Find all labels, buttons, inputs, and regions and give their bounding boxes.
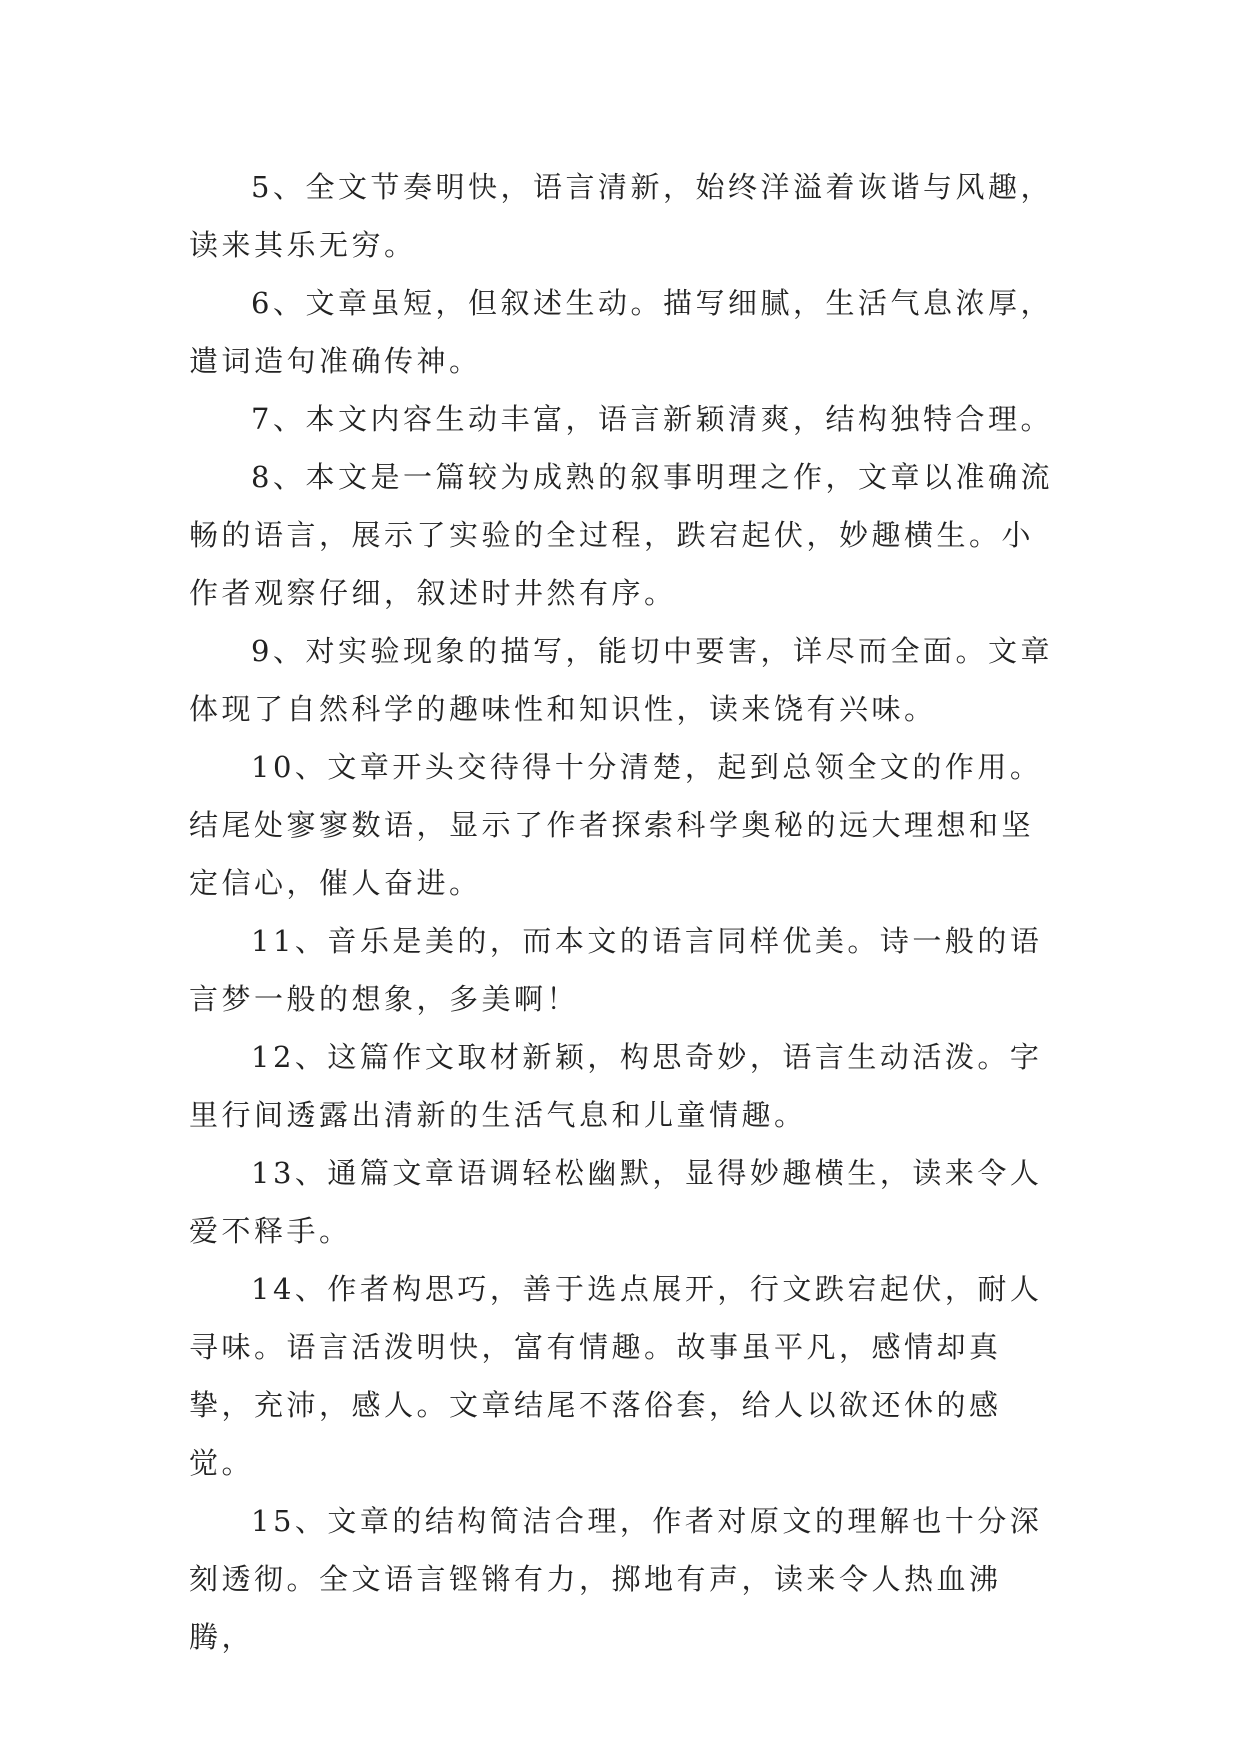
paragraph-14: 14、作者构思巧，善于选点展开，行文跌宕起伏，耐人寻味。语言活泼明快，富有情趣。故事虽平凡，感情却真挚，充沛，感人。文章结尾不落俗套，给人以欲还休的感觉。 — [189, 1272, 1043, 1480]
paragraph-9: 9、对实验现象的描写，能切中要害，详尽而全面。文章体现了自然科学的趣味性和知识性，读来饶有兴味。 — [189, 634, 1053, 726]
document-body — [189, 158, 1066, 1666]
paragraph-12: 12、这篇作文取材新颖，构思奇妙，语言生动活泼。字里行间透露出清新的生活气息和儿童情趣。 — [189, 1040, 1043, 1132]
paragraph-8: 8、本文是一篇较为成熟的叙事明理之作，文章以准确流畅的语言，展示了实验的全过程，跌宕起伏，妙趣横生。小作者观察仔细，叙述时井然有序。 — [189, 460, 1053, 610]
paragraph-15: 15、文章的结构简洁合理，作者对原文的理解也十分深刻透彻。全文语言铿锵有力，掷地有声，读来令人热血沸腾， — [189, 1504, 1043, 1654]
paragraph-6: 6、文章虽短，但叙述生动。描写细腻，生活气息浓厚，遣词造句准确传神。 — [189, 286, 1053, 378]
paragraph-13: 13、通篇文章语调轻松幽默，显得妙趣横生，读来令人爱不释手。 — [189, 1156, 1043, 1248]
paragraph-7: 7、本文内容生动丰富，语言新颖清爽，结构独特合理。 — [251, 402, 1053, 436]
paragraph-10: 10、文章开头交待得十分清楚，起到总领全文的作用。结尾处寥寥数语，显示了作者探索科学奥秘的远大理想和坚定信心，催人奋进。 — [189, 750, 1043, 900]
paragraph-5: 5、全文节奏明快，语言清新，始终洋溢着诙谐与风趣，读来其乐无穷。 — [189, 170, 1053, 262]
paragraph-11: 11、音乐是美的，而本文的语言同样优美。诗一般的语言梦一般的想象，多美啊！ — [189, 924, 1043, 1016]
